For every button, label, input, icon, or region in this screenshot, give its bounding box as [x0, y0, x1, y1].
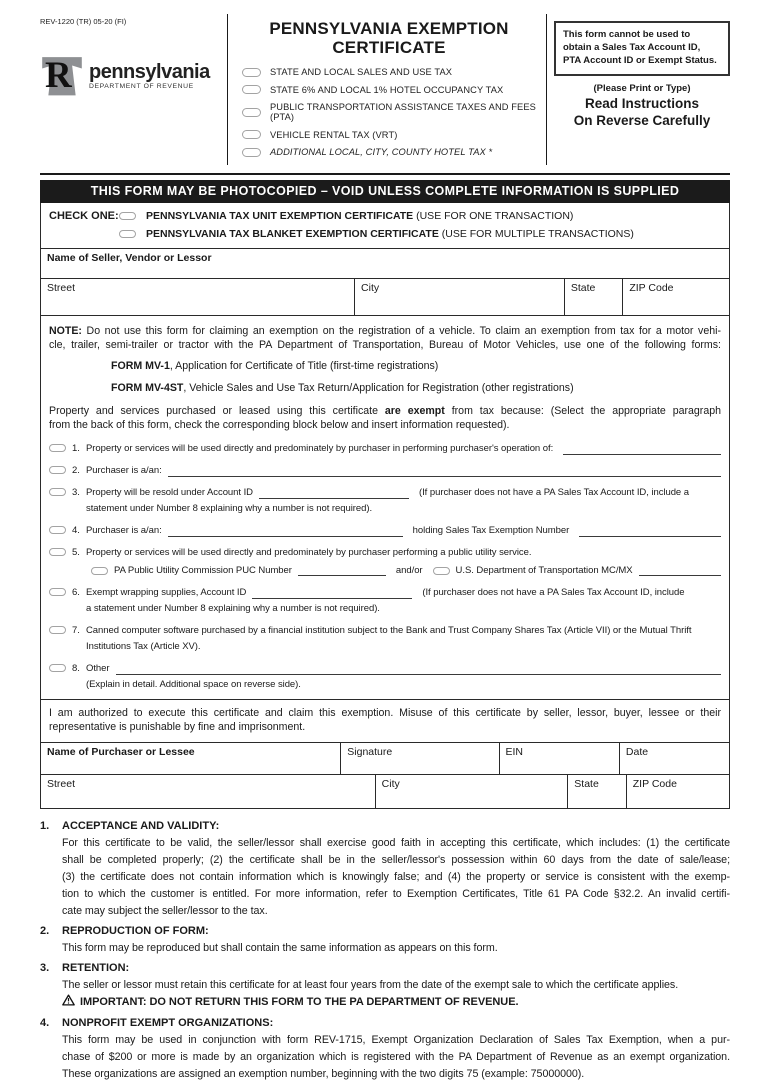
logo-brand: pennsylvania	[89, 61, 210, 83]
purchaser-city-field[interactable]	[375, 775, 568, 808]
instruction-1-line: (3) the certificate does not contain information which is knowingly false; and (4) the property or service is consistent with the exemp-	[62, 870, 730, 883]
note-bold: NOTE:	[49, 324, 82, 337]
item-2-checkbox[interactable]	[49, 466, 66, 474]
item-2-number: 2.	[72, 464, 80, 476]
additional-hotel-tax-checkbox[interactable]	[242, 148, 261, 157]
check-one-label: CHECK ONE:	[49, 209, 119, 222]
exemption-item-7	[49, 624, 721, 653]
photocopy-banner: THIS FORM MAY BE PHOTOCOPIED – VOID UNLESS COMPLETE INFORMATION IS SUPPLIED	[40, 180, 730, 203]
instruction-2-title: REPRODUCTION OF FORM:	[62, 924, 209, 937]
seller-address-row	[41, 278, 729, 315]
instruction-4-number: 4.	[40, 1016, 50, 1029]
item-5-number: 5.	[72, 546, 80, 558]
item-7-line2: Institutions Tax (Article XV).	[86, 640, 201, 652]
exempt-intro-pre: Property and services purchased or leased using this certificate	[49, 404, 385, 417]
page-title-line2: CERTIFICATE	[332, 38, 446, 57]
tax-row-vrt	[242, 130, 536, 140]
instruction-retention	[40, 960, 730, 1012]
item-4-checkbox[interactable]	[49, 526, 66, 534]
form-mv1-rest: , Application for Certificate of Title (first-time registrations)	[169, 359, 439, 372]
item-8-line1	[86, 662, 721, 675]
item-8-checkbox[interactable]	[49, 664, 66, 672]
blanket-certificate-label-rest: (USE FOR MULTIPLE TRANSACTIONS)	[438, 227, 634, 240]
instructions-section	[40, 809, 730, 1083]
tax-type-list	[242, 67, 536, 157]
instruction-4-line: This form may be used in conjunction with form REV-1715, Exempt Organization Declaration of Sales Tax Exemption, when a pur-	[62, 1033, 730, 1046]
form-body	[40, 203, 730, 809]
item-8-number: 8.	[72, 662, 80, 674]
tax-row-pta	[242, 102, 536, 122]
logo-letter: R	[45, 55, 72, 96]
item-6-text-block	[86, 586, 721, 615]
important-warning-text: IMPORTANT: DO NOT RETURN THIS FORM TO THE PA DEPARTMENT OF REVENUE.	[80, 996, 519, 1008]
tax-label: STATE AND LOCAL SALES AND USE TAX	[270, 67, 453, 77]
note-paragraph-line1	[49, 324, 721, 339]
tax-label: STATE 6% AND LOCAL 1% HOTEL OCCUPANCY TAX	[270, 84, 504, 95]
instruction-2-body	[62, 940, 730, 957]
item-8-other-label: Other	[86, 662, 110, 674]
item-4-exemption-number-blank[interactable]	[579, 525, 721, 537]
form-header	[40, 14, 730, 175]
exemption-item-4	[49, 524, 721, 537]
check-one-row-unit	[49, 210, 721, 222]
check-one-section	[41, 203, 729, 248]
purchaser-zip-field[interactable]	[626, 775, 729, 808]
item-3-account-id-blank[interactable]	[259, 487, 409, 499]
item-2-text-row	[86, 464, 721, 477]
purchaser-state-label: State	[574, 777, 599, 790]
item-1-text-row	[86, 442, 721, 455]
item-7-line1: Canned computer software purchased by a financial institution subject to the Bank and Trust Company Shares Tax (Article VII) or the Mutual Thrift	[86, 624, 692, 636]
exempt-intro-line1	[49, 404, 721, 419]
tax-label: ADDITIONAL LOCAL, CITY, COUNTY HOTEL TAX *	[270, 147, 493, 157]
unit-certificate-option	[119, 210, 573, 222]
seller-city-field[interactable]	[354, 279, 564, 315]
form-mv4st-rest: , Vehicle Sales and Use Tax Return/Application for Registration (other registrations)	[183, 381, 574, 394]
unit-certificate-label-rest: (USE FOR ONE TRANSACTION)	[413, 209, 574, 222]
purchaser-state-field[interactable]	[567, 775, 625, 808]
item-6-account-id-blank[interactable]	[252, 587, 412, 599]
form-mv4st-line	[111, 380, 721, 397]
item-7-checkbox[interactable]	[49, 626, 66, 634]
seller-city-label: City	[361, 281, 380, 294]
item-6-checkbox[interactable]	[49, 588, 66, 596]
check-one-row-blanket	[49, 228, 721, 240]
purchaser-zip-label: ZIP Code	[632, 777, 677, 790]
purchaser-name-label: Name of Purchaser or Lessee	[47, 745, 195, 758]
item-1-text: Property or services will be used directly and predominately by purchaser in performing purchaser's operation of:	[86, 442, 554, 454]
item-7-number: 7.	[72, 624, 80, 636]
read-instructions-line2: On Reverse Carefully	[573, 112, 711, 128]
instruction-4-body	[62, 1032, 730, 1083]
item-3-post-text: (If purchaser does not have a PA Sales Tax Account ID, include a	[418, 486, 689, 498]
item-6-number: 6.	[72, 586, 80, 598]
item-1-blank-field[interactable]	[563, 443, 721, 455]
item-4-purchaser-type-blank[interactable]	[168, 525, 403, 537]
instruction-3-number: 3.	[40, 961, 50, 974]
authorization-section	[41, 699, 729, 742]
authorization-line2: representative is punishable by fine and imprisonment.	[49, 721, 306, 733]
cannot-use-notice: This form cannot be used to obtain a Sales Tax Account ID, PTA Account ID or Exempt Status.	[554, 21, 730, 76]
seller-name-label: Name of Seller, Vendor or Lessor	[47, 251, 212, 264]
item-7-text-block	[86, 624, 721, 653]
seller-name-row	[41, 248, 729, 278]
exemption-item-5	[49, 546, 721, 577]
form-number: REV-1220 (TR) 05-20 (FI)	[40, 17, 127, 26]
instruction-1-number: 1.	[40, 819, 50, 832]
instruction-4-line: chase of $200 or more is made by an organization which is registered with the PA Department of Revenue as an exempt organization.	[62, 1050, 730, 1063]
item-2-blank-field[interactable]	[168, 465, 721, 477]
purchaser-street-field[interactable]	[41, 775, 375, 808]
tax-row-additional-hotel	[242, 147, 536, 157]
warning-triangle-icon	[62, 994, 75, 1012]
instruction-2-heading	[40, 923, 730, 940]
exemption-reasons-section	[41, 315, 729, 699]
instruction-3-line: The seller or lessor must retain this certificate for at least four years from the date of the exempt sale to which the certificate applies.	[62, 978, 679, 991]
instruction-4-heading	[40, 1015, 730, 1032]
item-3-number: 3.	[72, 486, 80, 498]
tax-row-hotel-occupancy	[242, 85, 536, 95]
tax-label: PUBLIC TRANSPORTATION ASSISTANCE TAXES AND FEES (PTA)	[270, 102, 536, 122]
purchaser-date-field[interactable]	[619, 743, 729, 774]
blanket-certificate-checkbox[interactable]	[119, 230, 136, 238]
unit-certificate-checkbox[interactable]	[119, 212, 136, 220]
seller-zip-field[interactable]	[622, 279, 729, 315]
purchaser-ein-label: EIN	[505, 745, 524, 758]
item-5-text-block	[86, 546, 721, 577]
form-mv1-line	[111, 358, 721, 375]
instruction-3-body	[62, 977, 730, 1012]
tax-row-sales-use	[242, 67, 536, 77]
seller-state-field[interactable]	[564, 279, 622, 315]
exempt-intro-bold: are exempt	[384, 404, 445, 417]
instruction-1-heading	[40, 818, 730, 835]
item-6-line2: a statement under Number 8 explaining why a number is not required).	[86, 602, 380, 614]
item-8-explain-note: (Explain in detail. Additional space on reverse side).	[86, 678, 301, 690]
seller-zip-label: ZIP Code	[629, 281, 674, 294]
item-3-line2: statement under Number 8 explaining why a number is not required).	[86, 502, 373, 514]
item-4-number: 4.	[72, 524, 80, 536]
instruction-4-line: These organizations are assigned an exemption number, beginning with the two digits 75 (example: 75000000).	[62, 1067, 585, 1080]
exemption-item-1	[49, 442, 721, 455]
purchaser-signature-label: Signature	[347, 745, 393, 758]
puc-number-blank[interactable]	[298, 564, 386, 576]
page-title	[242, 19, 536, 57]
instruction-reproduction	[40, 923, 730, 957]
exemption-item-6	[49, 586, 721, 615]
item-3-pre-text: Property will be resold under Account ID	[86, 486, 253, 498]
exemption-item-8	[49, 662, 721, 691]
item-6-post-text: (If purchaser does not have a PA Sales Tax Account ID, include	[422, 586, 685, 598]
purchaser-date-label: Date	[625, 745, 649, 758]
print-or-type-note: (Please Print or Type)	[593, 83, 691, 94]
form-mv1-bold: FORM MV-1	[111, 359, 170, 372]
item-2-text: Purchaser is a/an:	[86, 464, 162, 476]
seller-street-field[interactable]	[41, 279, 354, 315]
usdot-number-blank[interactable]	[639, 564, 721, 576]
pa-revenue-logo	[40, 54, 227, 98]
instruction-1-line: cate may subject the seller/lessor to the tax.	[62, 904, 268, 917]
seller-name-field[interactable]	[41, 249, 729, 278]
purchaser-signature-field[interactable]	[340, 743, 498, 774]
item-1-checkbox[interactable]	[49, 444, 66, 452]
instruction-1-title: ACCEPTANCE AND VALIDITY:	[62, 819, 220, 832]
instruction-2-number: 2.	[40, 924, 50, 937]
usdot-checkbox[interactable]	[433, 567, 450, 575]
item-3-line1	[86, 486, 721, 499]
instruction-3-title: RETENTION:	[62, 961, 130, 974]
sales-use-tax-checkbox[interactable]	[242, 68, 261, 77]
pta-tax-checkbox[interactable]	[242, 108, 261, 117]
exempt-intro-line2: from the back of this form, check the corresponding block below and insert information requested).	[49, 419, 510, 431]
item-8-other-blank[interactable]	[116, 663, 721, 675]
blanket-certificate-label	[146, 228, 634, 240]
item-1-number: 1.	[72, 442, 80, 454]
usdot-label: U.S. Department of Transportation MC/MX	[455, 564, 633, 576]
read-instructions-line1: Read Instructions	[584, 96, 700, 111]
header-right	[547, 14, 730, 165]
page-title-line1: PENNSYLVANIA EXEMPTION	[269, 19, 509, 38]
read-instructions-note	[554, 96, 730, 129]
seller-street-label: Street	[47, 281, 76, 294]
item-6-line1	[86, 586, 721, 599]
purchaser-street-label: Street	[47, 777, 76, 790]
logo-text	[89, 62, 210, 90]
item-5-text: Property or services will be used directly and predominately by purchaser performing a public utility service.	[86, 546, 532, 558]
important-warning-row	[62, 994, 730, 1012]
instruction-1-line: tion to which the customer is entitled. For more information, refer to Exemption Certificates, Title 61 PA Code §32.2. An invalid certifi-	[62, 887, 730, 900]
item-4-pre-text: Purchaser is a/an:	[86, 524, 162, 536]
item-3-checkbox[interactable]	[49, 488, 66, 496]
item-5-checkbox[interactable]	[49, 548, 66, 556]
item-4-text-row	[86, 524, 721, 537]
instruction-4-title: NONPROFIT EXEMPT ORGANIZATIONS:	[62, 1016, 274, 1029]
unit-certificate-label	[146, 210, 573, 222]
item-5-sub-row	[91, 564, 721, 577]
purchaser-city-label: City	[381, 777, 400, 790]
header-left	[40, 14, 227, 165]
unit-certificate-label-bold: PENNSYLVANIA TAX UNIT EXEMPTION CERTIFICATE	[146, 209, 414, 222]
item-6-pre-text: Exempt wrapping supplies, Account ID	[86, 586, 247, 598]
form-mv4st-bold: FORM MV-4ST	[111, 381, 184, 394]
note-line1-text: Do not use this form for claiming an exemption on the registration of a vehicle. To claim an exemption from tax for a motor vehi-	[81, 324, 721, 337]
puc-checkbox[interactable]	[91, 567, 108, 575]
exemption-item-2	[49, 464, 721, 477]
instruction-1-line: For this certificate to be valid, the seller/lessor shall exercise good faith in accepting this certificate, which includes: (1) the certificate	[62, 836, 730, 849]
authorization-line1: I am authorized to execute this certificate and claim this exemption. Misuse of this certificate by seller, lessor, buyer, lessee or their	[49, 706, 721, 719]
puc-number-label: PA Public Utility Commission PUC Number	[114, 564, 292, 576]
instruction-acceptance	[40, 818, 730, 920]
item-8-text-block	[86, 662, 721, 691]
purchaser-name-field[interactable]	[41, 743, 340, 774]
blanket-certificate-label-bold: PENNSYLVANIA TAX BLANKET EXEMPTION CERTIFICATE	[146, 227, 439, 240]
note-paragraph-line2: cle, trailer, semi-trailer or tractor with the PA Department of Transportation, Bureau of Motor Vehicles, use one of the following forms:	[49, 339, 721, 351]
instruction-nonprofit	[40, 1015, 730, 1083]
exemption-items	[49, 442, 721, 691]
andor-label: and/or	[395, 564, 423, 576]
vrt-tax-checkbox[interactable]	[242, 130, 261, 139]
exempt-intro-post: from tax because: (Select the appropriate paragraph	[444, 404, 721, 417]
instruction-1-body	[62, 835, 730, 920]
item-3-text-block	[86, 486, 721, 515]
keystone-icon	[40, 54, 84, 98]
purchaser-address-row	[41, 774, 729, 808]
logo-dept: DEPARTMENT OF REVENUE	[89, 83, 194, 90]
purchaser-name-row	[41, 742, 729, 774]
tax-label: VEHICLE RENTAL TAX (VRT)	[270, 129, 398, 140]
exemption-item-3	[49, 486, 721, 515]
hotel-occupancy-tax-checkbox[interactable]	[242, 85, 261, 94]
instruction-2-line: This form may be reproduced but shall contain the same information as appears on this form.	[62, 941, 498, 954]
blanket-certificate-option	[119, 228, 634, 240]
item-4-mid-text: holding Sales Tax Exemption Number	[412, 524, 570, 536]
seller-state-label: State	[570, 281, 596, 294]
instruction-1-line: shall be completed properly; (2) the certificate shall be in the seller/lessor's possession within 60 days from the date of sale/lease;	[62, 853, 730, 866]
header-center	[227, 14, 547, 165]
instruction-3-heading	[40, 960, 730, 977]
purchaser-ein-field[interactable]	[499, 743, 619, 774]
